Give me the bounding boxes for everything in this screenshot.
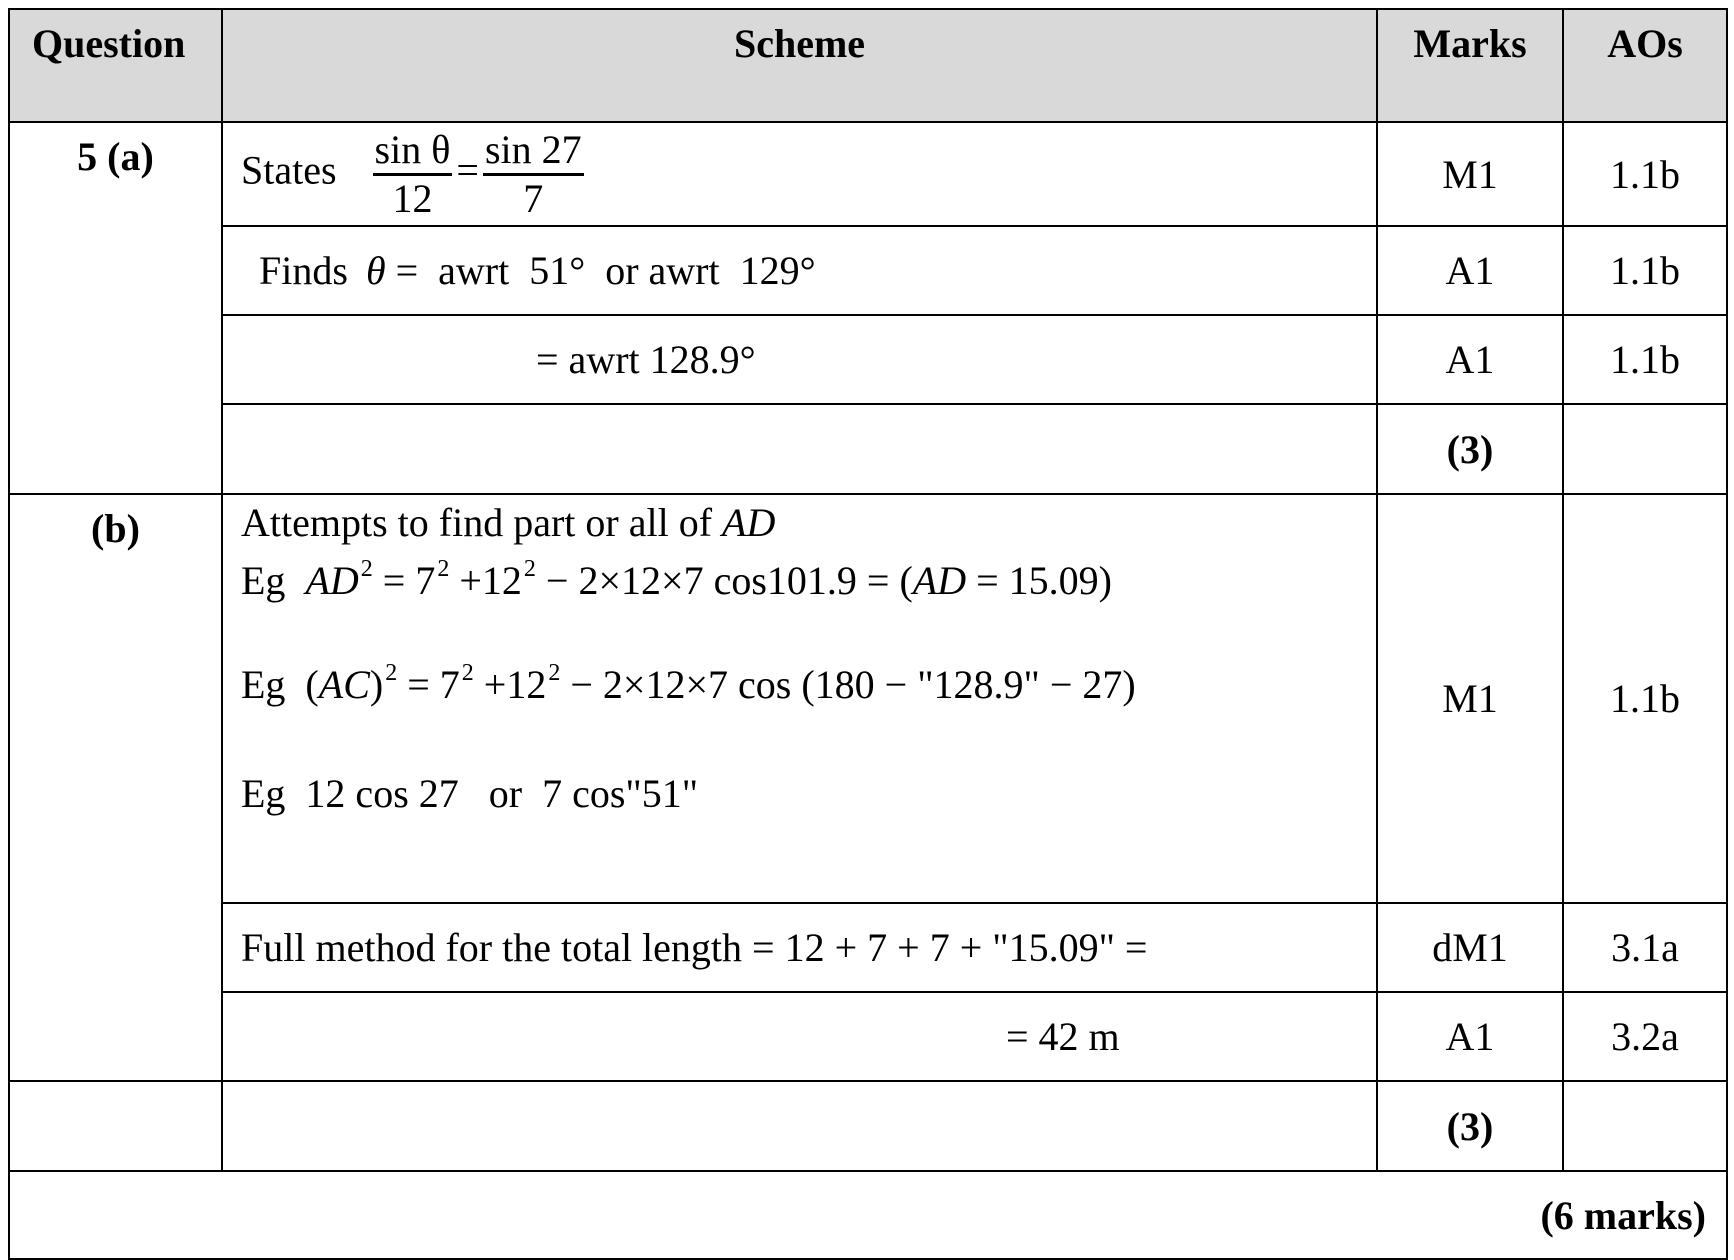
fraction-sin-27: [483, 126, 584, 221]
total-marks: (6 marks): [9, 1171, 1727, 1259]
mark-cell: M1: [1377, 122, 1563, 226]
ao-cell: [1563, 1081, 1727, 1171]
subtotal-a: (3): [1377, 404, 1563, 494]
scheme-cell: [222, 404, 1377, 494]
header-scheme: Scheme: [222, 9, 1377, 122]
exponent: 2: [437, 556, 450, 582]
exponent: 2: [523, 556, 536, 582]
ao-cell: 1.1b: [1563, 122, 1727, 226]
scheme-cell: [222, 992, 1377, 1081]
variable-ad: AD: [305, 558, 359, 603]
ao-cell: 1.1b: [1563, 226, 1727, 315]
table-row: [9, 992, 1727, 1081]
eg-label: Eg: [241, 558, 306, 603]
ao-cell: 1.1b: [1563, 315, 1727, 404]
table-row: [9, 122, 1727, 226]
ao-cell: 3.2a: [1563, 992, 1727, 1081]
method-line-1: [241, 499, 1376, 546]
table-row: [9, 404, 1727, 494]
finds-rest: = awrt 51° or awrt 129°: [395, 248, 816, 293]
expr-part: ): [369, 662, 384, 707]
scheme-cell: [222, 1081, 1377, 1171]
question-label-b: (b): [9, 494, 222, 1081]
expr-part: = 7: [372, 558, 436, 603]
scheme-cell: [222, 226, 1377, 315]
mark-cell: A1: [1377, 992, 1563, 1081]
fraction-numerator: sin θ: [373, 129, 453, 176]
finds-text: Finds: [259, 248, 348, 293]
table-row: [9, 226, 1727, 315]
exponent: 2: [461, 660, 474, 686]
header-aos: AOs: [1563, 9, 1727, 122]
expr-part: − 2×12×7 cos101.9 = (: [535, 558, 913, 603]
table-row: [9, 1081, 1727, 1171]
method-lines: [241, 495, 1376, 827]
header-question: Question: [9, 9, 222, 122]
method-line-2: [241, 556, 1376, 604]
mark-scheme-table: [8, 8, 1728, 1260]
mark-cell: A1: [1377, 315, 1563, 404]
fraction-denominator: 7: [523, 175, 544, 221]
scheme-cell: [222, 494, 1377, 903]
fraction-sin-theta: [373, 126, 453, 221]
method-line-3: [241, 660, 1376, 708]
scheme-cell: [222, 122, 1377, 226]
fraction-numerator: sin 27: [483, 129, 584, 176]
eg-label: Eg (: [241, 662, 319, 707]
question-label-a: 5 (a): [9, 122, 222, 494]
ao-cell: [1563, 404, 1727, 494]
header-marks: Marks: [1377, 9, 1563, 122]
variable-ac: AC: [318, 662, 370, 707]
states-text: States: [241, 147, 337, 193]
table-row: [9, 494, 1727, 903]
full-method-text: Full method for the total length = 12 + 7 + 7 + "15.09" =: [241, 925, 1148, 970]
mark-cell: dM1: [1377, 903, 1563, 992]
method-line-1-text: Attempts to find part or all of: [241, 500, 723, 545]
scheme-cell: [222, 903, 1377, 992]
expr-part: = 7: [397, 662, 460, 707]
expr-part: +12: [473, 662, 547, 707]
table-row: [9, 315, 1727, 404]
awrt-answer: = awrt 128.9°: [536, 337, 756, 382]
variable-ad: AD: [722, 500, 776, 545]
exponent: 2: [385, 660, 398, 686]
scheme-cell: [222, 315, 1377, 404]
expr-part: = 15.09): [966, 558, 1112, 603]
theta-symbol: θ: [365, 248, 386, 293]
final-answer: = 42 m: [1006, 1014, 1120, 1059]
exponent: 2: [360, 556, 373, 582]
method-line-4: Eg 12 cos 27 or 7 cos"51": [241, 771, 699, 816]
header-row: [9, 9, 1727, 122]
mark-cell: M1: [1377, 494, 1563, 903]
exponent: 2: [548, 660, 561, 686]
ao-cell: 3.1a: [1563, 903, 1727, 992]
variable-ad: AD: [912, 558, 967, 603]
table-row: [9, 1171, 1727, 1259]
equals-sign: =: [456, 147, 479, 193]
empty-cell: [9, 1081, 222, 1171]
subtotal-b: (3): [1377, 1081, 1563, 1171]
fraction-denominator: 12: [392, 175, 433, 221]
mark-cell: A1: [1377, 226, 1563, 315]
table-row: [9, 903, 1727, 992]
expr-part: +12: [449, 558, 522, 603]
ao-cell: 1.1b: [1563, 494, 1727, 903]
expr-part: − 2×12×7 cos (180 − "128.9" − 27): [560, 662, 1136, 707]
